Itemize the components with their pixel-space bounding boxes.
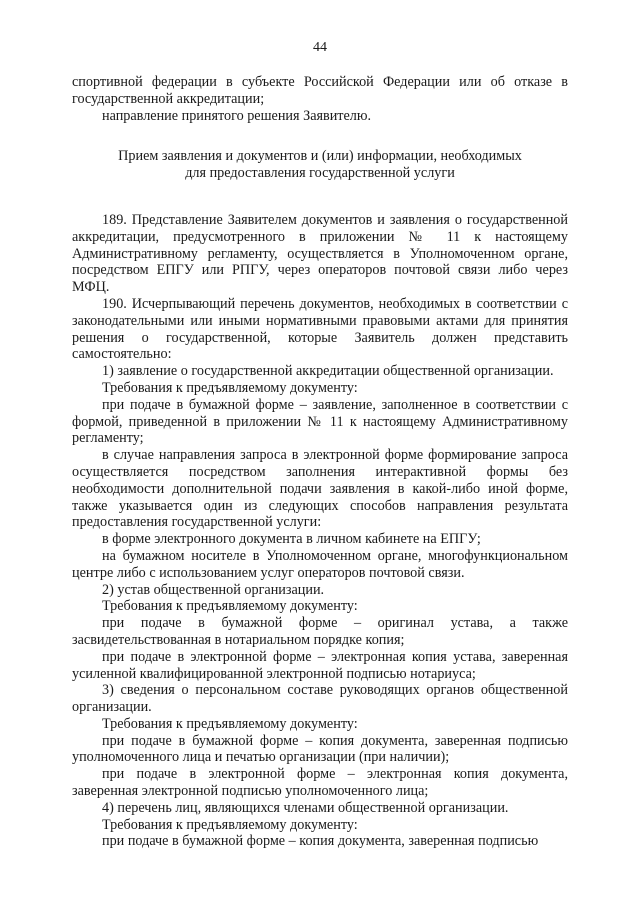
- paragraph: при подаче в электронной форме – электронная копия устава, заверенная усиленной квалифицированной электронной подписью нотариуса;: [72, 648, 568, 682]
- section-heading: [72, 148, 568, 182]
- paragraph: при подаче в электронной форме – электронная копия документа, заверенная электронной подписью уполномоченного лица;: [72, 766, 568, 800]
- paragraph: в случае направления запроса в электронной форме формирование запроса осуществляется посредством заполнения интерактивной формы без необходимости дополнительной подачи заявления в какой-либо иной форме, также указывается один из следующих способов направления результата предоставления государственной услуги:: [72, 447, 568, 531]
- list-item: 4) перечень лиц, являющихся членами общественной организации.: [102, 799, 509, 816]
- section-heading-line: Прием заявления и документов и (или) информации, необходимых: [118, 148, 522, 165]
- paragraph: Требования к предъявляемому документу:: [102, 598, 358, 615]
- paragraph: Требования к предъявляемому документу:: [102, 379, 358, 396]
- list-item: 1) заявление о государственной аккредитации общественной организации.: [102, 363, 554, 380]
- paragraph: при подаче в бумажной форме – заявление, заполненное в соответствии с формой, приведенной в приложении № 11 к настоящему Административному регламенту;: [72, 396, 568, 447]
- paragraph: в форме электронного документа в личном кабинете на ЕПГУ;: [102, 531, 481, 548]
- paragraph: при подаче в бумажной форме – копия документа, заверенная подписью: [102, 833, 539, 850]
- list-item: 3) сведения о персональном составе руководящих органов общественной организации.: [72, 682, 568, 716]
- paragraph: при подаче в бумажной форме – копия документа, заверенная подписью уполномоченного лица и печатью организации (при наличии);: [72, 732, 568, 766]
- document-body: [72, 74, 568, 850]
- paragraph-190: 190. Исчерпывающий перечень документов, необходимых в соответствии с законодательными или иными нормативными правовыми актами для принятия решения о государственной, которые Заявитель должен представить самостоятельно:: [72, 295, 568, 363]
- paragraph: направление принятого решения Заявителю.: [102, 107, 372, 124]
- paragraph: Требования к предъявляемому документу:: [102, 715, 358, 732]
- paragraph-189: 189. Представление Заявителем документов и заявления о государственной аккредитации, предусмотренного в приложении № 11 к настоящему Административному регламенту, осуществляется в Уполномоченном органе, посредством ЕПГУ или РПГУ, через операторов почтовой связи либо через МФЦ.: [72, 211, 568, 296]
- list-item: 2) устав общественной организации.: [102, 581, 325, 598]
- paragraph: спортивной федерации в субъекте Российской Федерации или об отказе в государственной аккредитации;: [72, 74, 568, 107]
- page-number: 44: [313, 40, 327, 55]
- paragraph: Требования к предъявляемому документу:: [102, 816, 358, 833]
- paragraph: при подаче в бумажной форме – оригинал устава, а также засвидетельствованная в нотариальном порядке копия;: [72, 615, 568, 648]
- paragraph: на бумажном носителе в Уполномоченном органе, многофункциональном центре либо с использованием услуг операторов почтовой связи.: [72, 547, 568, 581]
- section-heading-line: для предоставления государственной услуги: [185, 165, 455, 182]
